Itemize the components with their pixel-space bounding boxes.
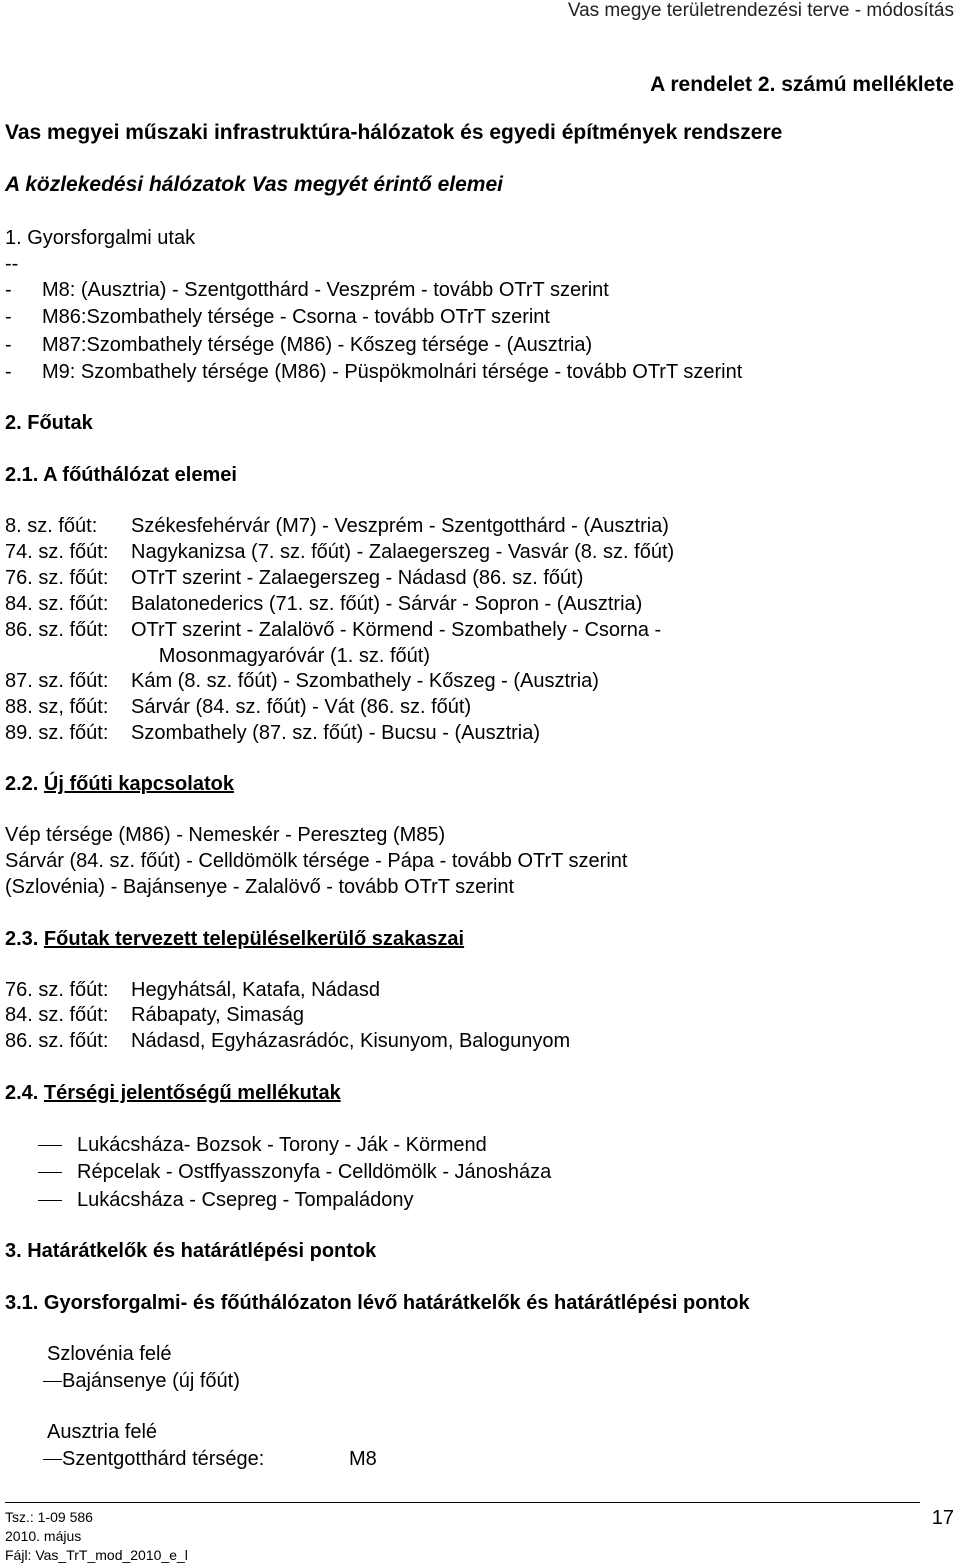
section-2-4-title: 2.4. Térségi jelentőségű mellékutak (5, 1082, 341, 1104)
section-2-3-title: 2.3. Főutak tervezett településelkerülő szakaszai (5, 928, 465, 950)
section-2-title: 2. Főutak (5, 412, 93, 434)
new-link-line: Vép térsége (M86) - Nemeskér - Pereszteg (M85) (5, 824, 446, 846)
dash-bullet-icon (38, 1172, 62, 1173)
sub-heading: A közlekedési hálózatok Vas megyét érintő elemei (5, 173, 503, 196)
slovenia-label: Szlovénia felé (47, 1343, 172, 1365)
austria-label: Ausztria felé (47, 1421, 158, 1443)
section-3-1-title: 3.1. Gyorsforgalmi- és főúthálózaton lévő határátkelők és határátlépési pontok (5, 1292, 750, 1314)
section-3-title: 3. Határátkelők és határátlépési pontok (5, 1240, 377, 1262)
dash-bullet-icon (38, 1145, 62, 1146)
page-number: 17 (931, 1507, 954, 1529)
new-link-line: Sárvár (84. sz. főút) - Celldömölk térsége - Pápa - tovább OTrT szerint (5, 850, 628, 872)
new-link-line: (Szlovénia) - Bajánsenye - Zalalövő - tovább OTrT szerint (5, 876, 515, 898)
document-header-title: Vas megye területrendezési terve - módosítás (567, 0, 954, 21)
section-1-placeholder: -- (5, 253, 19, 275)
main-heading: Vas megyei műszaki infrastruktúra-hálózatok és egyedi építmények rendszere (5, 121, 783, 144)
dash-bullet-icon (38, 1200, 62, 1201)
footer-file: Fájl: Vas_TrT_mod_2010_e_l (5, 1547, 188, 1563)
section-1-title: 1. Gyorsforgalmi utak (5, 227, 196, 249)
dash-bullet-icon (43, 1459, 62, 1460)
footer-divider (5, 1502, 920, 1503)
annex-label: A rendelet 2. számú melléklete (650, 73, 954, 96)
dash-bullet-icon (43, 1381, 62, 1382)
section-2-2-title: 2.2. Új főúti kapcsolatok (5, 773, 234, 795)
footer-date: 2010. május (5, 1528, 82, 1544)
section-2-1-title: 2.1. A főúthálózat elemei (5, 464, 237, 486)
footer-tsz: Tsz.: 1-09 586 (5, 1509, 93, 1525)
crossing-road: M8 (349, 1448, 377, 1470)
